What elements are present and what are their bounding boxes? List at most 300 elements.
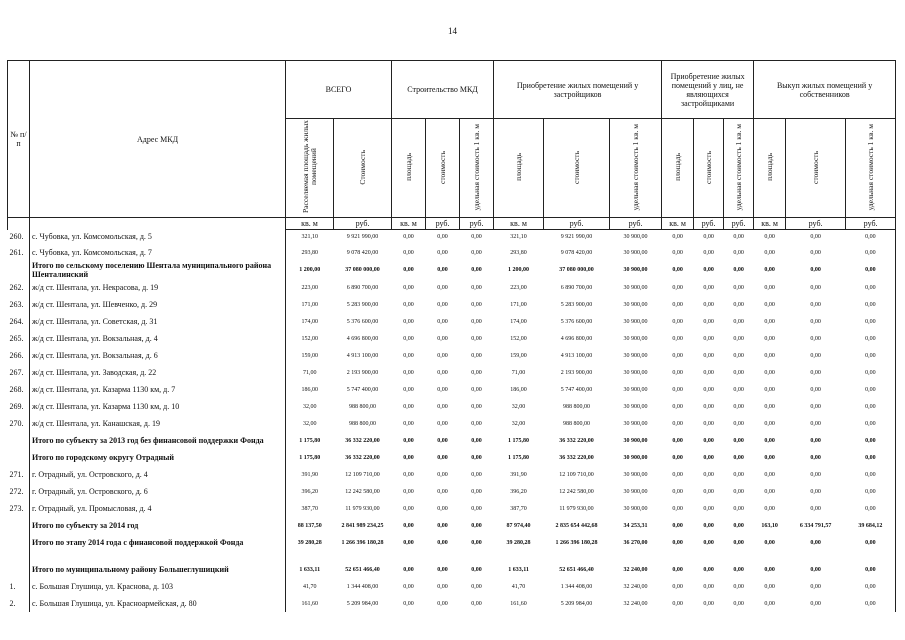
row-value: 988 800,00 [563,403,591,410]
row-value: 0,00 [764,318,775,325]
row-address: ж/д ст. Шентала, ул. Вокзальная, д. 4 [30,330,286,347]
total-row [8,449,896,466]
unit-cell: кв. м [494,218,544,230]
row-value: 0,00 [471,335,482,342]
unit-cell: руб. [610,218,662,230]
row-value: 0,00 [733,420,744,427]
row-value: 0,00 [672,600,683,607]
row-value: 1 266 396 180,28 [341,539,384,546]
row-value: 0,00 [437,267,448,273]
row-value: 0,00 [471,583,482,590]
row-value: 0,00 [471,522,482,529]
row-value: 0,00 [810,403,821,410]
row-value: 41,70 [511,583,526,590]
row-value: 0,00 [846,578,896,595]
row-value: 32 240,00 [623,600,648,607]
row-number: 273. [9,504,24,513]
unit-cell: кв. м [286,218,334,230]
unit-cell: кв. м [392,218,426,230]
row-value: 0,00 [672,249,683,256]
row-value: 1 200,00 [508,267,530,273]
row-value: 0,00 [437,437,448,444]
row-value: 37 080 000,00 [559,267,594,273]
row-value: 0,00 [810,583,821,590]
row-value: 1 175,80 [286,449,334,466]
row-value: 0,00 [810,454,821,461]
row-value: 0,00 [703,600,714,607]
row-value: 161,60 [286,595,334,612]
row-value: 0,00 [672,403,683,410]
row-value: 0,00 [810,318,821,325]
row-number: 268. [9,385,24,394]
row-value: 0,00 [764,583,775,590]
row-value: 0,00 [672,420,683,427]
row-value: 223,00 [510,284,527,291]
header-group-construction: Строительство МКД [392,61,494,119]
row-value: 0,00 [733,284,744,291]
row-value: 0,00 [471,284,482,291]
row-value: 30 900,00 [623,403,648,410]
row-value: 1 175,80 [508,437,530,444]
subheader-developers-cost: стоимость [544,119,610,218]
subheader-nondev-unit-cost: удельная стоимость 1 кв. м [724,119,754,218]
row-value: 0,00 [733,539,744,546]
spacer-row [8,551,896,561]
row-value: 0,00 [437,539,448,546]
subheader-buyout-unit-cost: удельная стоимость 1 кв. м [846,119,896,218]
row-value: 0,00 [703,249,714,256]
row-value: 0,00 [810,335,821,342]
row-value: 11 979 930,00 [345,505,380,512]
table-row [8,595,896,612]
row-value: 0,00 [703,539,714,546]
row-value: 0,00 [733,600,744,607]
row-value: 0,00 [846,483,896,500]
row-value: 0,00 [764,301,775,308]
row-value: 0,00 [810,249,821,256]
row-value: 32,00 [511,403,526,410]
table-row [8,415,896,432]
row-address: Итого по этапу 2014 года с финансовой поддержкой Фонда [30,534,286,551]
row-value: 0,00 [403,600,414,607]
row-address: с. Чубовка, ул. Комсомольская, д. 5 [30,230,286,245]
row-value: 0,00 [437,301,448,308]
row-value: 0,00 [471,539,482,546]
row-value: 0,00 [810,352,821,359]
row-value: 30 900,00 [623,318,648,325]
row-value: 0,00 [846,230,896,245]
unit-cell: руб. [786,218,846,230]
row-value: 5 376 600,00 [560,318,593,325]
row-value: 4 696 800,00 [346,335,379,342]
row-value: 52 651 466,40 [559,566,594,573]
row-value: 0,00 [764,471,775,478]
row-value: 0,00 [733,583,744,590]
row-value: 1 344 408,00 [560,583,593,590]
row-value: 0,00 [672,522,683,529]
resettlement-table [7,60,896,612]
row-value: 0,00 [403,369,414,376]
total-row [8,432,896,449]
subheader-total-area: Расселяемая площадь жилых помещений [286,119,334,218]
row-value: 0,00 [403,335,414,342]
row-number: 272. [9,487,24,496]
row-number: 262. [9,283,24,292]
row-number [8,449,30,466]
row-value: 5 283 900,00 [346,301,379,308]
row-value: 0,00 [403,522,414,529]
row-value: 0,00 [403,403,414,410]
table-row [8,244,896,261]
row-value: 321,10 [510,234,527,240]
row-address: Итого по субъекту за 2014 год [30,517,286,534]
row-value: 988 800,00 [349,420,376,427]
row-value: 0,00 [403,267,414,273]
row-value: 4 696 800,00 [560,335,593,342]
row-value: 0,00 [703,301,714,308]
row-value: 0,00 [437,369,448,376]
row-value: 0,00 [703,437,714,444]
row-value: 0,00 [764,437,775,444]
row-value: 0,00 [672,352,683,359]
row-value: 0,00 [703,284,714,291]
row-value: 0,00 [403,352,414,359]
row-value: 30 900,00 [623,369,648,376]
row-value: 6 334 791,57 [799,522,832,529]
row-value: 52 651 466,40 [345,566,380,573]
row-value: 0,00 [733,249,744,256]
row-value: 0,00 [764,454,775,461]
row-number: 265. [9,334,24,343]
row-value: 30 900,00 [623,335,648,342]
row-value: 0,00 [733,566,744,573]
row-address: ж/д ст. Шентала, ул. Советская, д. 31 [30,313,286,330]
row-value: 0,00 [733,318,744,325]
row-value: 0,00 [672,505,683,512]
row-value: 0,00 [733,403,744,410]
row-value: 0,00 [846,261,896,279]
row-value: 0,00 [471,488,482,495]
row-value: 32 240,00 [623,583,648,590]
table-row [8,279,896,296]
row-value: 387,70 [286,500,334,517]
row-value: 0,00 [471,249,482,256]
row-value: 9 078 420,00 [346,249,379,256]
row-value: 0,00 [846,279,896,296]
row-value: 0,00 [733,352,744,359]
row-value: 391,90 [286,466,334,483]
row-value: 0,00 [810,284,821,291]
subheader-nondev-cost: стоимость [694,119,724,218]
row-value: 30 900,00 [623,249,648,256]
row-value: 0,00 [764,403,775,410]
total-row [8,561,896,578]
row-value: 30 900,00 [623,301,648,308]
row-value: 0,00 [672,437,683,444]
row-number: 267. [9,368,24,377]
row-value: 1 266 396 180,28 [555,539,598,546]
row-value: 0,00 [733,301,744,308]
row-value: 0,00 [437,566,448,573]
row-value: 0,00 [437,335,448,342]
row-value: 0,00 [703,522,714,529]
row-value: 0,00 [846,500,896,517]
row-value: 0,00 [403,420,414,427]
table-body [8,230,896,613]
row-number: 269. [9,402,24,411]
row-value: 0,00 [403,234,414,240]
row-value: 0,00 [437,583,448,590]
row-value: 30 900,00 [623,386,648,393]
row-value: 0,00 [810,437,821,444]
table-row [8,483,896,500]
unit-cell: руб. [846,218,896,230]
row-value: 32,00 [286,415,334,432]
row-number: 2. [9,599,16,608]
row-value: 0,00 [764,600,775,607]
row-value: 5 209 984,00 [560,600,593,607]
row-number [8,517,30,534]
row-value: 0,00 [672,234,683,240]
row-value: 161,60 [510,600,527,607]
row-number [8,261,30,279]
header-group-total: ВСЕГО [286,61,392,119]
row-value: 0,00 [672,471,683,478]
row-value: 0,00 [846,466,896,483]
row-value: 988 800,00 [349,403,376,410]
row-value: 30 900,00 [623,471,648,478]
row-value: 0,00 [764,505,775,512]
table-row [8,347,896,364]
row-number: 263. [9,300,24,309]
row-value: 0,00 [810,267,821,273]
row-value: 0,00 [764,539,775,546]
row-value: 223,00 [286,279,334,296]
row-number: 1. [9,582,16,591]
row-value: 32,00 [511,420,526,427]
row-value: 39 684,12 [846,517,896,534]
row-value: 159,00 [510,352,527,359]
row-value: 6 890 700,00 [560,284,593,291]
row-value: 6 890 700,00 [346,284,379,291]
row-address: Итого по субъекту за 2013 год без финансовой поддержки Фонда [30,432,286,449]
row-value: 1 175,80 [286,432,334,449]
unit-cell: руб. [460,218,494,230]
row-address: с. Чубовка, ул. Комсомольская, д. 7 [30,244,286,261]
row-value: 1 633,11 [508,566,529,573]
row-value: 32,00 [286,398,334,415]
row-address: ж/д ст. Шентала, ул. Казарма 1130 км, д. 10 [30,398,286,415]
row-value: 0,00 [471,505,482,512]
subheader-total-cost: Стоимость [334,119,392,218]
row-value: 0,00 [733,471,744,478]
row-value: 5 209 984,00 [346,600,379,607]
row-value: 0,00 [471,267,482,273]
row-value: 0,00 [703,488,714,495]
row-address: ж/д ст. Шентала, ул. Некрасова, д. 19 [30,279,286,296]
row-value: 152,00 [286,330,334,347]
row-value: 0,00 [846,415,896,432]
row-value: 0,00 [403,488,414,495]
row-value: 0,00 [403,454,414,461]
table-row [8,381,896,398]
row-value: 0,00 [471,369,482,376]
row-value: 0,00 [733,454,744,461]
row-value: 171,00 [286,296,334,313]
row-value: 1 344 408,00 [346,583,379,590]
subheader-construction-unit-cost: удельная стоимость 1 кв. м [460,119,494,218]
row-value: 0,00 [810,369,821,376]
unit-cell: руб. [426,218,460,230]
row-value: 0,00 [733,505,744,512]
row-value: 4 913 100,00 [346,352,379,359]
row-value: 0,00 [471,234,482,240]
row-value: 0,00 [437,249,448,256]
row-value: 396,20 [510,488,527,495]
row-value: 0,00 [703,471,714,478]
row-value: 0,00 [703,403,714,410]
row-value: 0,00 [703,352,714,359]
header-group-developers: Приобретение жилых помещений у застройщиков [494,61,662,119]
row-value: 0,00 [810,234,821,240]
row-value: 0,00 [403,539,414,546]
row-value: 0,00 [703,454,714,461]
row-number: 260. [9,232,24,242]
row-value: 71,00 [286,364,334,381]
row-value: 0,00 [672,539,683,546]
row-value: 36 332 220,00 [345,437,380,444]
row-value: 0,00 [403,583,414,590]
row-value: 0,00 [403,566,414,573]
row-value: 87 974,40 [506,522,531,529]
row-value: 0,00 [437,352,448,359]
row-value: 0,00 [437,284,448,291]
row-value: 0,00 [471,301,482,308]
row-value: 159,00 [286,347,334,364]
subheader-buyout-area: площадь [754,119,786,218]
row-value: 152,00 [510,335,527,342]
row-value: 0,00 [672,566,683,573]
unit-cell: кв. м [754,218,786,230]
row-address: с. Большая Глушица, ул. Краснова, д. 103 [30,578,286,595]
row-value: 0,00 [764,386,775,393]
row-value: 1 175,80 [508,454,530,461]
row-value: 0,00 [471,454,482,461]
row-address: с. Большая Глушица, ул. Красноармейская, д. 80 [30,595,286,612]
row-number [8,432,30,449]
row-value: 0,00 [810,566,821,573]
row-value: 0,00 [703,318,714,325]
row-value: 1 633,11 [286,561,334,578]
row-value: 0,00 [703,369,714,376]
row-value: 0,00 [672,583,683,590]
subheader-nondev-area: площадь [662,119,694,218]
row-value: 0,00 [810,386,821,393]
row-value: 0,00 [471,420,482,427]
row-value: 0,00 [846,595,896,612]
row-value: 2 193 900,00 [560,369,593,376]
row-number: 266. [9,351,24,360]
row-value: 0,00 [672,335,683,342]
row-value: 0,00 [846,449,896,466]
row-value: 30 900,00 [623,505,648,512]
row-value: 0,00 [810,505,821,512]
row-value: 0,00 [471,318,482,325]
row-value: 0,00 [403,318,414,325]
row-value: 12 109 710,00 [345,471,380,478]
row-value: 0,00 [846,561,896,578]
page-number: 14 [448,26,457,36]
row-number [8,561,30,578]
table-row [8,578,896,595]
subheader-construction-area: площадь [392,119,426,218]
header-address: Адрес МКД [30,61,286,218]
row-value: 0,00 [703,234,714,240]
row-value: 0,00 [471,403,482,410]
row-value: 293,80 [510,249,527,256]
row-value: 36 332 220,00 [559,437,594,444]
row-value: 30 900,00 [623,234,648,240]
row-value: 391,90 [510,471,527,478]
row-value: 988 800,00 [563,420,591,427]
row-value: 171,00 [510,301,527,308]
row-value: 30 900,00 [623,437,648,444]
row-value: 321,10 [286,230,334,245]
row-value: 0,00 [764,420,775,427]
row-value: 2 841 989 234,25 [341,522,384,529]
row-value: 0,00 [764,284,775,291]
row-value: 0,00 [810,420,821,427]
subheader-construction-cost: стоимость [426,119,460,218]
row-value: 163,10 [761,522,778,529]
row-address: ж/д ст. Шентала, ул. Шевченко, д. 29 [30,296,286,313]
row-value: 0,00 [846,244,896,261]
row-value: 36 270,00 [623,539,648,546]
unit-cell: руб. [544,218,610,230]
row-address: г. Отрадный, ул. Островского, д. 6 [30,483,286,500]
row-value: 2 193 900,00 [346,369,379,376]
row-value: 0,00 [703,566,714,573]
table-row [8,313,896,330]
row-value: 0,00 [703,583,714,590]
row-value: 37 080 000,00 [345,267,380,273]
row-value: 0,00 [403,386,414,393]
row-value: 0,00 [846,313,896,330]
row-value: 0,00 [764,352,775,359]
row-address: г. Отрадный, ул. Островского, д. 4 [30,466,286,483]
row-address: Итого по городскому округу Отрадный [30,449,286,466]
table-row [8,500,896,517]
row-value: 0,00 [810,471,821,478]
row-value: 30 900,00 [623,420,648,427]
row-value: 0,00 [764,488,775,495]
row-value: 0,00 [437,234,448,240]
row-value: 39 280,28 [506,539,531,546]
row-value: 0,00 [437,386,448,393]
row-value: 0,00 [437,600,448,607]
row-address: ж/д ст. Шентала, ул. Заводская, д. 22 [30,364,286,381]
row-value: 0,00 [733,522,744,529]
row-value: 0,00 [764,267,775,273]
row-value: 0,00 [403,471,414,478]
subheader-developers-unit-cost: удельная стоимость 1 кв. м [610,119,662,218]
table-row [8,398,896,415]
row-address: ж/д ст. Шентала, ул. Казарма 1130 км, д. 7 [30,381,286,398]
row-value: 174,00 [286,313,334,330]
row-value: 0,00 [846,330,896,347]
row-value: 0,00 [764,566,775,573]
row-value: 30 900,00 [623,454,648,461]
